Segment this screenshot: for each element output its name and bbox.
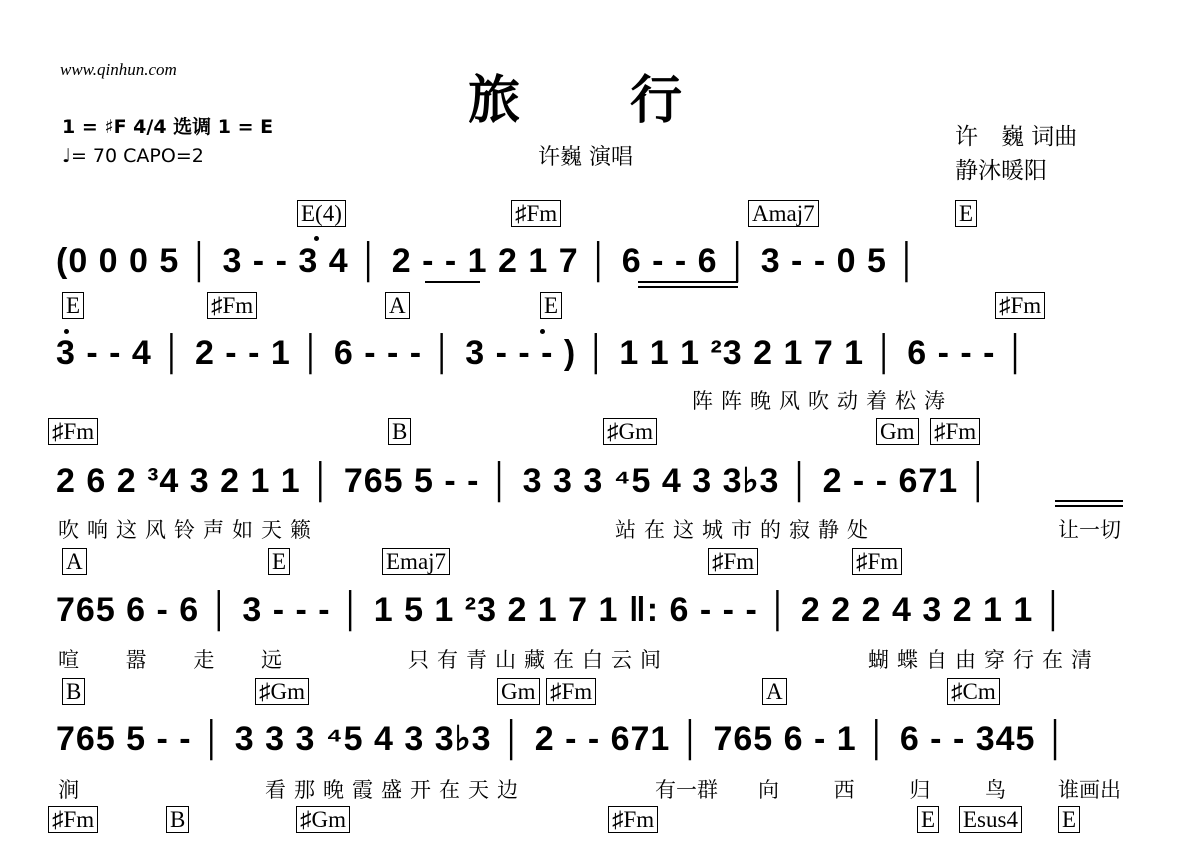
lyric-line: 蝴蝶自由穿行在清 xyxy=(868,648,1100,672)
chord-label: ♯Fm xyxy=(852,548,902,575)
lyric-line: 谁画出 xyxy=(1058,778,1121,802)
lyrics-music-credit: 许 巍 词曲 xyxy=(955,124,1078,150)
chord-label: A xyxy=(762,678,787,705)
chord-label: ♯Cm xyxy=(947,678,1000,705)
notation-line: 765 6 - 6 │ 3 - - - │ 1 5 1 ²3 2 1 7 1 ‖: 6 - - - │ 2 2 2 4 3 2 1 1 │ xyxy=(56,591,1067,629)
beat-underline xyxy=(425,281,480,283)
octave-dot xyxy=(64,329,69,334)
chord-label: Esus4 xyxy=(959,806,1022,833)
lyric-line: 喧 嚣 走 远 xyxy=(58,648,303,672)
beat-underline xyxy=(638,281,738,283)
octave-dot xyxy=(540,329,545,334)
site-url: www.qinhun.com xyxy=(60,60,177,79)
lyric-line: 站在这城市的寂静处 xyxy=(615,518,876,542)
chord-label: E xyxy=(62,292,84,319)
beat-underline xyxy=(638,286,738,288)
chord-label: Emaj7 xyxy=(382,548,450,575)
arranger-credit: 静沐暖阳 xyxy=(955,158,1047,184)
chord-label: ♯Fm xyxy=(207,292,257,319)
chord-label: ♯Fm xyxy=(930,418,980,445)
chord-label: A xyxy=(385,292,410,319)
notation-line: 2 6 2 ³4 3 2 1 1 │ 765 5 - - │ 3 3 3 ⁴5 4 3 3♭3 │ 2 - - 671 │ xyxy=(56,462,991,500)
chord-label: ♯Fm xyxy=(608,806,658,833)
chord-label: ♯Gm xyxy=(296,806,350,833)
chord-label: Gm xyxy=(497,678,540,705)
chord-label: ♯Fm xyxy=(511,200,561,227)
chord-label: ♯Fm xyxy=(48,806,98,833)
chord-label: ♯Fm xyxy=(48,418,98,445)
song-title: 旅 行 xyxy=(468,71,685,131)
lyric-line: 看那晚霞盛开在天边 xyxy=(265,778,526,802)
chord-label: Amaj7 xyxy=(748,200,819,227)
lyric-line: 涧 xyxy=(58,778,87,802)
chord-label: ♯Fm xyxy=(708,548,758,575)
notation-line: 765 5 - - │ 3 3 3 ⁴5 4 3 3♭3 │ 2 - - 671 │ 765 6 - 1 │ 6 - - 345 │ xyxy=(56,720,1069,758)
lyric-line: 向 西 归 鸟 xyxy=(758,778,1031,802)
chord-label: ♯Fm xyxy=(995,292,1045,319)
tempo-capo: ♩= 70 CAPO=2 xyxy=(62,145,204,167)
chord-label: ♯Gm xyxy=(255,678,309,705)
lyric-line: 阵阵晚风吹动着松涛 xyxy=(692,389,953,413)
chord-label: E xyxy=(1058,806,1080,833)
notation-line: 3 - - 4 │ 2 - - 1 │ 6 - - - │ 3 - - - ) │ 1 1 1 ²3 2 1 7 1 │ 6 - - - │ xyxy=(56,334,1029,372)
lyric-line: 只有青山藏在白云间 xyxy=(408,648,669,672)
lyric-line: 吹响这风铃声如天籁 xyxy=(58,518,319,542)
chord-label: E xyxy=(917,806,939,833)
beat-underline xyxy=(1055,500,1123,502)
key-signature: 1 = ♯F 4/4 选调 1 = E xyxy=(62,116,274,138)
chord-label: Gm xyxy=(876,418,919,445)
chord-label: B xyxy=(388,418,411,445)
chord-label: E(4) xyxy=(297,200,346,227)
chord-label: E xyxy=(268,548,290,575)
chord-label: ♯Gm xyxy=(603,418,657,445)
chord-label: A xyxy=(62,548,87,575)
chord-label: E xyxy=(540,292,562,319)
beat-underline xyxy=(1055,505,1123,507)
chord-label: ♯Fm xyxy=(546,678,596,705)
notation-line: (0 0 0 5 │ 3 - - 3 4 │ 2 - - 1 2 1 7 │ 6 - - 6 │ 3 - - 0 5 │ xyxy=(56,242,920,280)
singer-credit: 许巍 演唱 xyxy=(538,145,633,170)
chord-label: B xyxy=(62,678,85,705)
chord-label: E xyxy=(955,200,977,227)
lyric-line: 让一切 xyxy=(1058,518,1121,542)
octave-dot xyxy=(314,236,319,241)
lyric-line: 有一群 xyxy=(655,778,718,802)
chord-label: B xyxy=(166,806,189,833)
